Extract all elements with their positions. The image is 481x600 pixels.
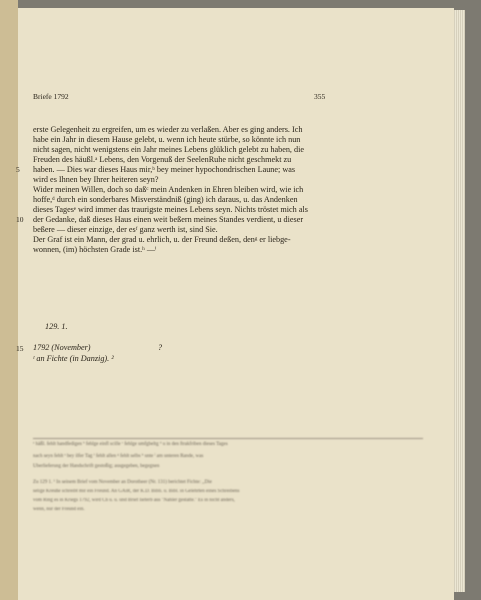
book-page xyxy=(18,8,454,600)
entry-date: 1792 (November) xyxy=(33,343,91,352)
entry-number: 129. 1. xyxy=(45,322,68,331)
book-spine xyxy=(0,0,18,600)
body-line: wird es Ihnen bey Ihrer heiteren seyn? xyxy=(33,175,159,184)
page-number: 355 xyxy=(314,92,326,101)
apparatus-note: selige Kreuße schreibt mir ein Freund. An GAiR, der K.D. Bibli. u. Bibl. in Gelehrten eines Schreibens xyxy=(33,489,240,494)
body-line: wonnen, (im) höchsten Grade ist.ʰ —ⁱ xyxy=(33,245,157,254)
apparatus-note: ᵃ häßl. fehlt handfedigen ᵇ fehlge einfl scille ᶜ fehlge umfgbeltg ᵈ u in den ftrakfriben dieses Tages xyxy=(33,438,423,447)
apparatus-note: wenn, nur der Freund ein. xyxy=(33,507,85,512)
apparatus-note: Zu 129 1. ¹ In seinem Brief vom November an Dorotheer (Nr. 131) berichtet Fichte: ,,Die xyxy=(33,480,212,485)
body-line: Der Graf ist ein Mann, der grad u. ehrlich, u. der Freund deßen, denᵍ er liebge- xyxy=(33,235,291,244)
body-line: haben. — Dies war dieses Haus mir,ᵇ bey meiner hypochondrischen Laune; was xyxy=(33,165,296,174)
apparatus-note: nach seyn fehlt ᵉ bey ilfer Tag ᶠ fehlt allen ᵍ fehlt selbs ʰ unte ⁱ am unteren Rande, was xyxy=(33,454,204,459)
body-line: Wider meinen Willen, doch so daßᶜ mein Andenken in Ehren bleiben wird, wie ich xyxy=(33,185,304,194)
page-edge xyxy=(454,10,465,592)
running-head-title: Briefe 1792 xyxy=(33,92,69,101)
body-line: beßere — dieser einzige, der esᶠ ganz werth ist, sind Sie. xyxy=(33,225,218,234)
body-line: der Gedanke, daß dieses Haus einen weit beßern meines Standes verdient, u dieser xyxy=(33,215,304,224)
line-number: 5 xyxy=(16,165,20,174)
line-number: 15 xyxy=(16,344,24,353)
body-line: Freuden des häußl.ᵃ Lebens, den Vorgenuß der SeelenRuhe nicht geschmekt zu xyxy=(33,155,292,164)
entry-date-mark: ? xyxy=(158,343,163,352)
apparatus-note: Überlieferung der Handschrift gestoßig; ausgegeben, begegnen xyxy=(33,464,160,469)
body-line: habe ein Jahr in diesem Hause gelebt, u. wenn ich heute stürbe, so könnte ich nun xyxy=(33,135,301,144)
body-line: erste Gelegenheit zu ergreifen, um es wieder zu verlaßen. Aber es ging anders. Ich xyxy=(33,125,303,134)
body-line: hoffe,ᵈ durch ein sonderbares Misverständniß (ging) ich daraus, u. das Andenken xyxy=(33,195,298,204)
body-line: nicht sagen, nicht wenigstens ein Jahr meines Lebens glüklich gelebt zu haben, die xyxy=(33,145,305,154)
apparatus-note: vom Ring es in Kriegs 1792, wird Ch u. u. und Brief lieferb aus ''Nahler gestalte.'' Es in nicht anders, xyxy=(33,498,235,503)
entry-recipient: ᵗ an Fichte (in Danzig). ² xyxy=(33,354,114,363)
line-number: 10 xyxy=(16,215,24,224)
body-line: dieses Tagesᵉ wird immer das traurigste meines Lebens seyn. Nichts tröstet mich als xyxy=(33,205,308,214)
